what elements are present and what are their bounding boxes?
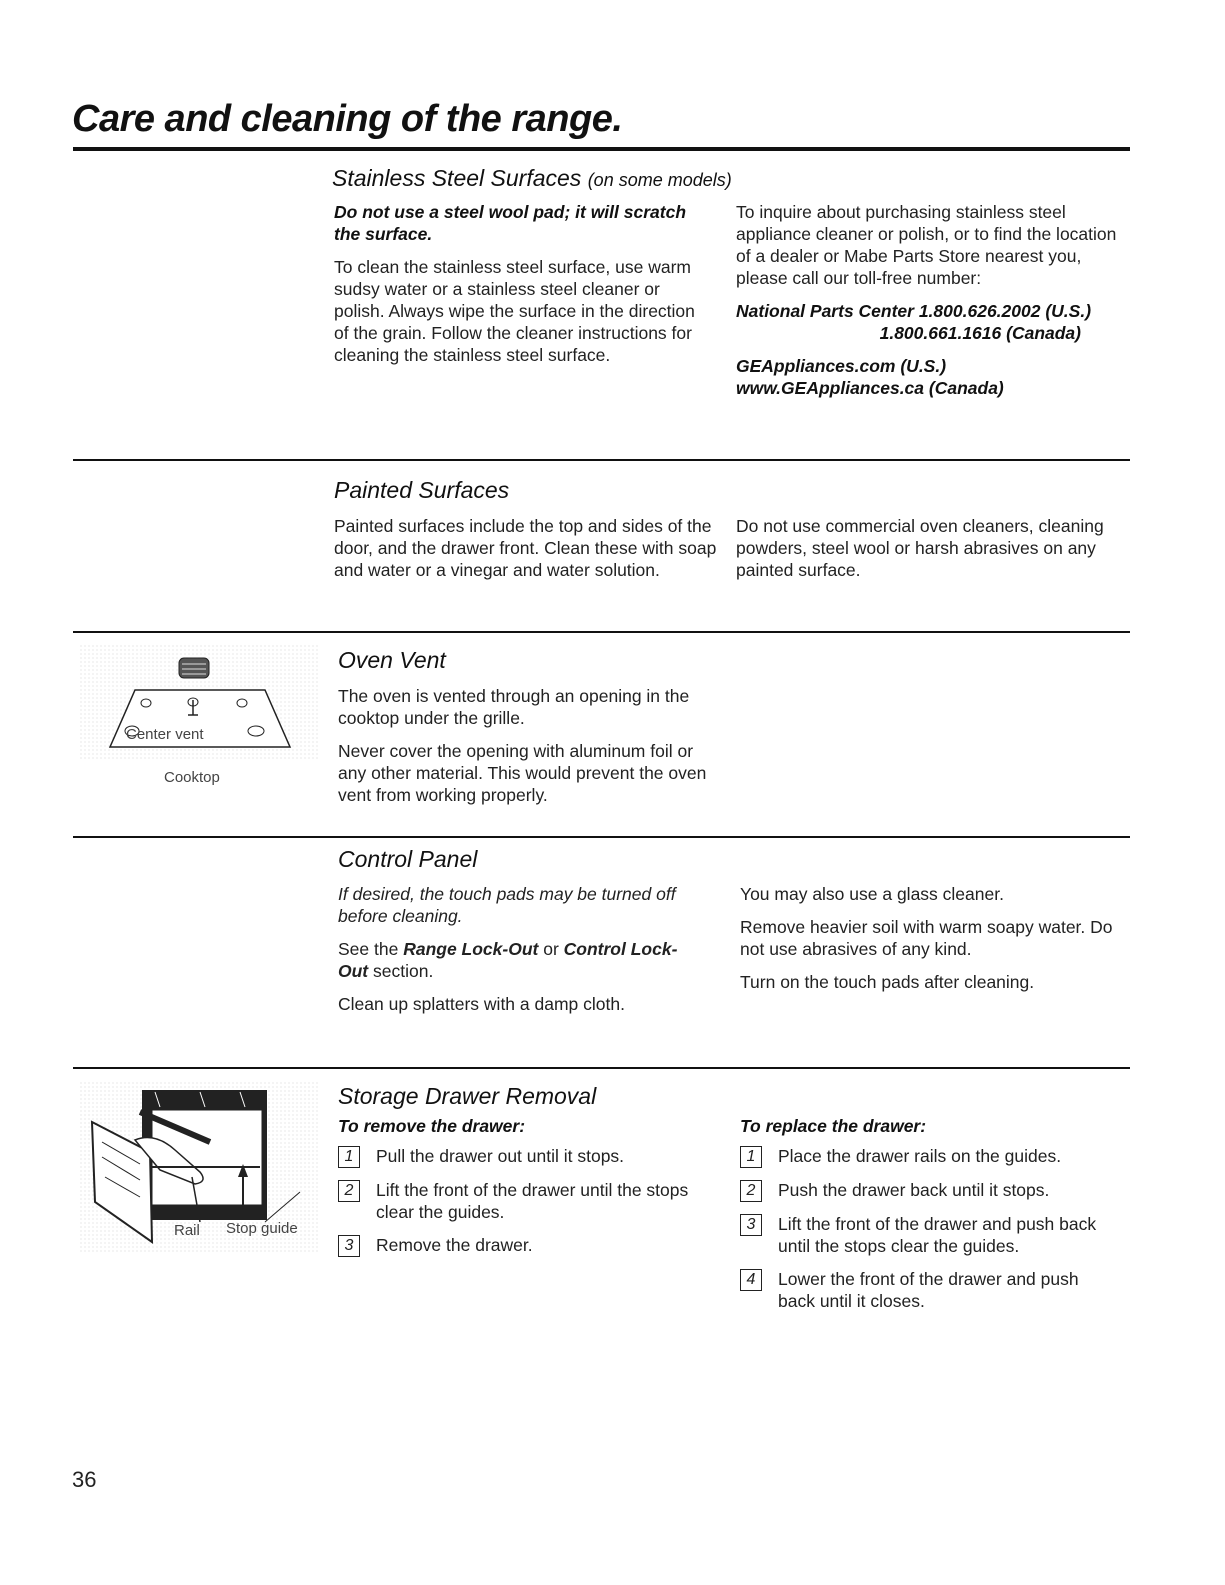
step-number: 1 xyxy=(740,1146,762,1168)
stainless-right-column xyxy=(736,201,1121,410)
control-lockout-ref: Control Lock-Out xyxy=(338,939,678,981)
step-text: Lift the front of the drawer until the stops clear the guides. xyxy=(376,1180,689,1222)
painted-right: Do not use commercial oven cleaners, cleaning powders, steel wool or harsh abrasives on any painted surface. xyxy=(736,516,1104,580)
cooktop-caption: Cooktop xyxy=(164,769,220,786)
phone-canada: 1.800.661.1616 (Canada) xyxy=(879,323,1081,343)
stainless-left-column xyxy=(334,201,709,377)
painted-title: Painted Surfaces xyxy=(334,477,510,503)
control-p2-mid: or xyxy=(538,939,564,959)
page-number: 36 xyxy=(72,1467,97,1492)
vent-p1: The oven is vented through an opening in the cooktop under the grille. xyxy=(338,686,690,728)
stainless-title-text: Stainless Steel Surfaces xyxy=(332,165,582,191)
control-left xyxy=(338,883,703,1026)
step-text: Lower the front of the drawer and push back until it closes. xyxy=(778,1269,1079,1311)
section-divider xyxy=(73,631,1130,633)
drawer-remove-column xyxy=(338,1115,708,1268)
stainless-warning: Do not use a steel wool pad; it will scratch the surface. xyxy=(334,202,687,244)
section-divider xyxy=(73,459,1130,461)
step-number: 3 xyxy=(740,1214,762,1236)
drawer-title: Storage Drawer Removal xyxy=(338,1083,597,1109)
step-item xyxy=(740,1213,1120,1257)
replace-steps-list xyxy=(740,1145,1120,1312)
replace-heading: To replace the drawer: xyxy=(740,1116,927,1136)
control-title: Control Panel xyxy=(338,846,478,872)
page-title: Care and cleaning of the range. xyxy=(72,98,623,140)
step-text: Place the drawer rails on the guides. xyxy=(778,1146,1062,1166)
step-item xyxy=(338,1145,708,1168)
center-vent-label: Center vent xyxy=(126,726,204,743)
step-text: Remove the drawer. xyxy=(376,1235,533,1255)
stop-guide-label: Stop guide xyxy=(226,1220,298,1237)
control-p2-post: section. xyxy=(368,961,434,981)
control-r3: Turn on the touch pads after cleaning. xyxy=(740,972,1035,992)
remove-steps-list xyxy=(338,1145,708,1257)
control-p2-pre: See the xyxy=(338,939,404,959)
step-number: 4 xyxy=(740,1269,762,1291)
step-item xyxy=(338,1234,708,1257)
stainless-subtitle: (on some models) xyxy=(587,170,732,190)
web-us: GEAppliances.com (U.S.) xyxy=(736,356,947,376)
step-item xyxy=(740,1145,1120,1168)
step-text: Pull the drawer out until it stops. xyxy=(376,1146,625,1166)
step-number: 2 xyxy=(338,1180,360,1202)
step-text: Push the drawer back until it stops. xyxy=(778,1180,1050,1200)
remove-heading: To remove the drawer: xyxy=(338,1116,526,1136)
web-canada: www.GEAppliances.ca (Canada) xyxy=(736,378,1004,398)
section-divider xyxy=(73,1067,1130,1069)
step-number: 2 xyxy=(740,1180,762,1202)
range-lockout-ref: Range Lock-Out xyxy=(403,939,539,959)
step-item xyxy=(338,1179,708,1223)
stainless-title xyxy=(332,165,732,192)
phone-us: National Parts Center 1.800.626.2002 (U.S.) xyxy=(736,301,1092,321)
stainless-body: To clean the stainless steel surface, use warm sudsy water or a stainless steel cleaner or polish. Always wipe the surface in the direction of the grain. Follow the cleaner instructions for cleaning the stainless steel surface. xyxy=(334,257,695,365)
control-p2 xyxy=(338,938,703,982)
control-p1: If desired, the touch pads may be turned off before cleaning. xyxy=(338,884,676,926)
vent-title: Oven Vent xyxy=(338,647,446,673)
step-text: Lift the front of the drawer and push back until the stops clear the guides. xyxy=(778,1214,1097,1256)
vent-p2: Never cover the opening with aluminum foil or any other material. This would prevent the oven vent from working properly. xyxy=(338,741,707,805)
step-number: 3 xyxy=(338,1235,360,1257)
step-number: 1 xyxy=(338,1146,360,1168)
rail-label: Rail xyxy=(174,1222,200,1239)
painted-left: Painted surfaces include the top and sides of the door, and the drawer front. Clean these with soap and water or a vinegar and water solution. xyxy=(334,516,717,580)
control-p3: Clean up splatters with a damp cloth. xyxy=(338,994,625,1014)
section-divider xyxy=(73,836,1130,838)
drawer-replace-column xyxy=(740,1115,1120,1323)
step-item xyxy=(740,1179,1120,1202)
control-right xyxy=(740,883,1115,1004)
step-item xyxy=(740,1268,1120,1312)
vent-column xyxy=(338,685,723,817)
stainless-inquire: To inquire about purchasing stainless steel appliance cleaner or polish, or to find the location of a dealer or Mabe Parts Store nearest you, please call our toll-free number: xyxy=(736,202,1117,288)
control-r1: You may also use a glass cleaner. xyxy=(740,884,1004,904)
title-rule xyxy=(73,147,1130,151)
control-r2: Remove heavier soil with warm soapy water. Do not use abrasives of any kind. xyxy=(740,917,1113,959)
